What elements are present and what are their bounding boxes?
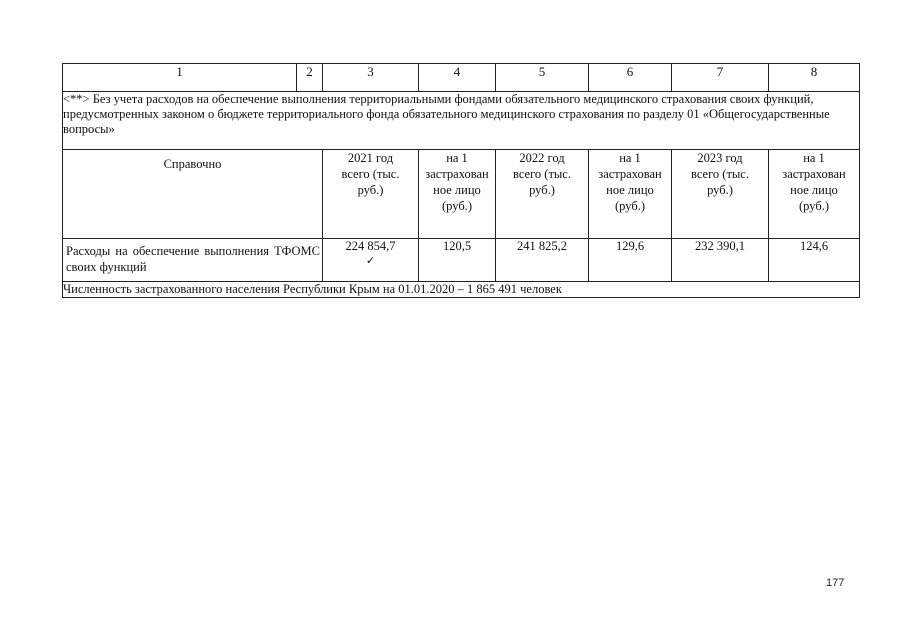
header-line: застрахован (782, 167, 846, 181)
header-2021-per-insured (419, 150, 496, 239)
table-row (63, 239, 860, 282)
column-number: 8 (769, 64, 860, 92)
header-line: на 1 (446, 151, 468, 165)
column-number: 6 (589, 64, 672, 92)
header-line: 2023 год (697, 151, 743, 165)
column-number: 7 (672, 64, 769, 92)
row-label: Расходы на обеспечение выполнения ТФОМС своих функций (63, 239, 323, 282)
value-2023-total: 232 390,1 (672, 239, 769, 282)
reference-header-row (63, 150, 860, 239)
footnote-text: <**> Без учета расходов на обеспечение выполнения территориальными фондами обязательного медицинского страхования своих функций, предусмотренных законом о бюджете территориального фонда обязательного медицинского страхования по разделу 01 «Общегосударственные вопросы» (63, 92, 860, 150)
header-line: всего (тыс. (513, 167, 571, 181)
note-row (63, 92, 860, 150)
header-line: руб.) (707, 183, 733, 197)
value-2022-per-insured: 129,6 (589, 239, 672, 282)
value-2021-total (323, 239, 419, 282)
header-line: руб.) (357, 183, 384, 197)
header-line: ное лицо (433, 183, 481, 197)
column-number: 3 (323, 64, 419, 92)
expenses-table (62, 63, 860, 298)
value-text: 224 854,7 (345, 239, 396, 253)
header-2023-total (672, 150, 769, 239)
header-line: (руб.) (799, 199, 829, 213)
header-line: руб.) (529, 183, 555, 197)
column-number: 4 (419, 64, 496, 92)
value-2022-total: 241 825,2 (496, 239, 589, 282)
header-2021-total (323, 150, 419, 239)
header-2022-per-insured (589, 150, 672, 239)
column-number: 5 (496, 64, 589, 92)
header-line: всего (тыс. (341, 167, 400, 181)
check-mark-icon: ✓ (365, 255, 376, 267)
header-2022-total (496, 150, 589, 239)
page-number: 177 (826, 577, 845, 589)
population-text: Численность застрахованного населения Республики Крым на 01.01.2020 – 1 865 491 человек (63, 282, 860, 298)
population-row (63, 282, 860, 298)
header-line: 2021 год (347, 151, 394, 165)
value-2023-per-insured: 124,6 (769, 239, 860, 282)
header-line: (руб.) (442, 199, 472, 213)
header-line: на 1 (803, 151, 825, 165)
header-2023-per-insured (769, 150, 860, 239)
column-number: 1 (63, 64, 297, 92)
column-number-row (63, 64, 860, 92)
reference-label: Справочно (63, 150, 323, 239)
header-line: всего (тыс. (691, 167, 749, 181)
header-line: ное лицо (606, 183, 654, 197)
column-number: 2 (297, 64, 323, 92)
header-line: на 1 (619, 151, 641, 165)
header-line: 2022 год (519, 151, 565, 165)
header-line: застрахован (425, 167, 489, 181)
header-line: застрахован (598, 167, 662, 181)
value-2021-per-insured: 120,5 (419, 239, 496, 282)
header-line: ное лицо (790, 183, 838, 197)
header-line: (руб.) (615, 199, 645, 213)
